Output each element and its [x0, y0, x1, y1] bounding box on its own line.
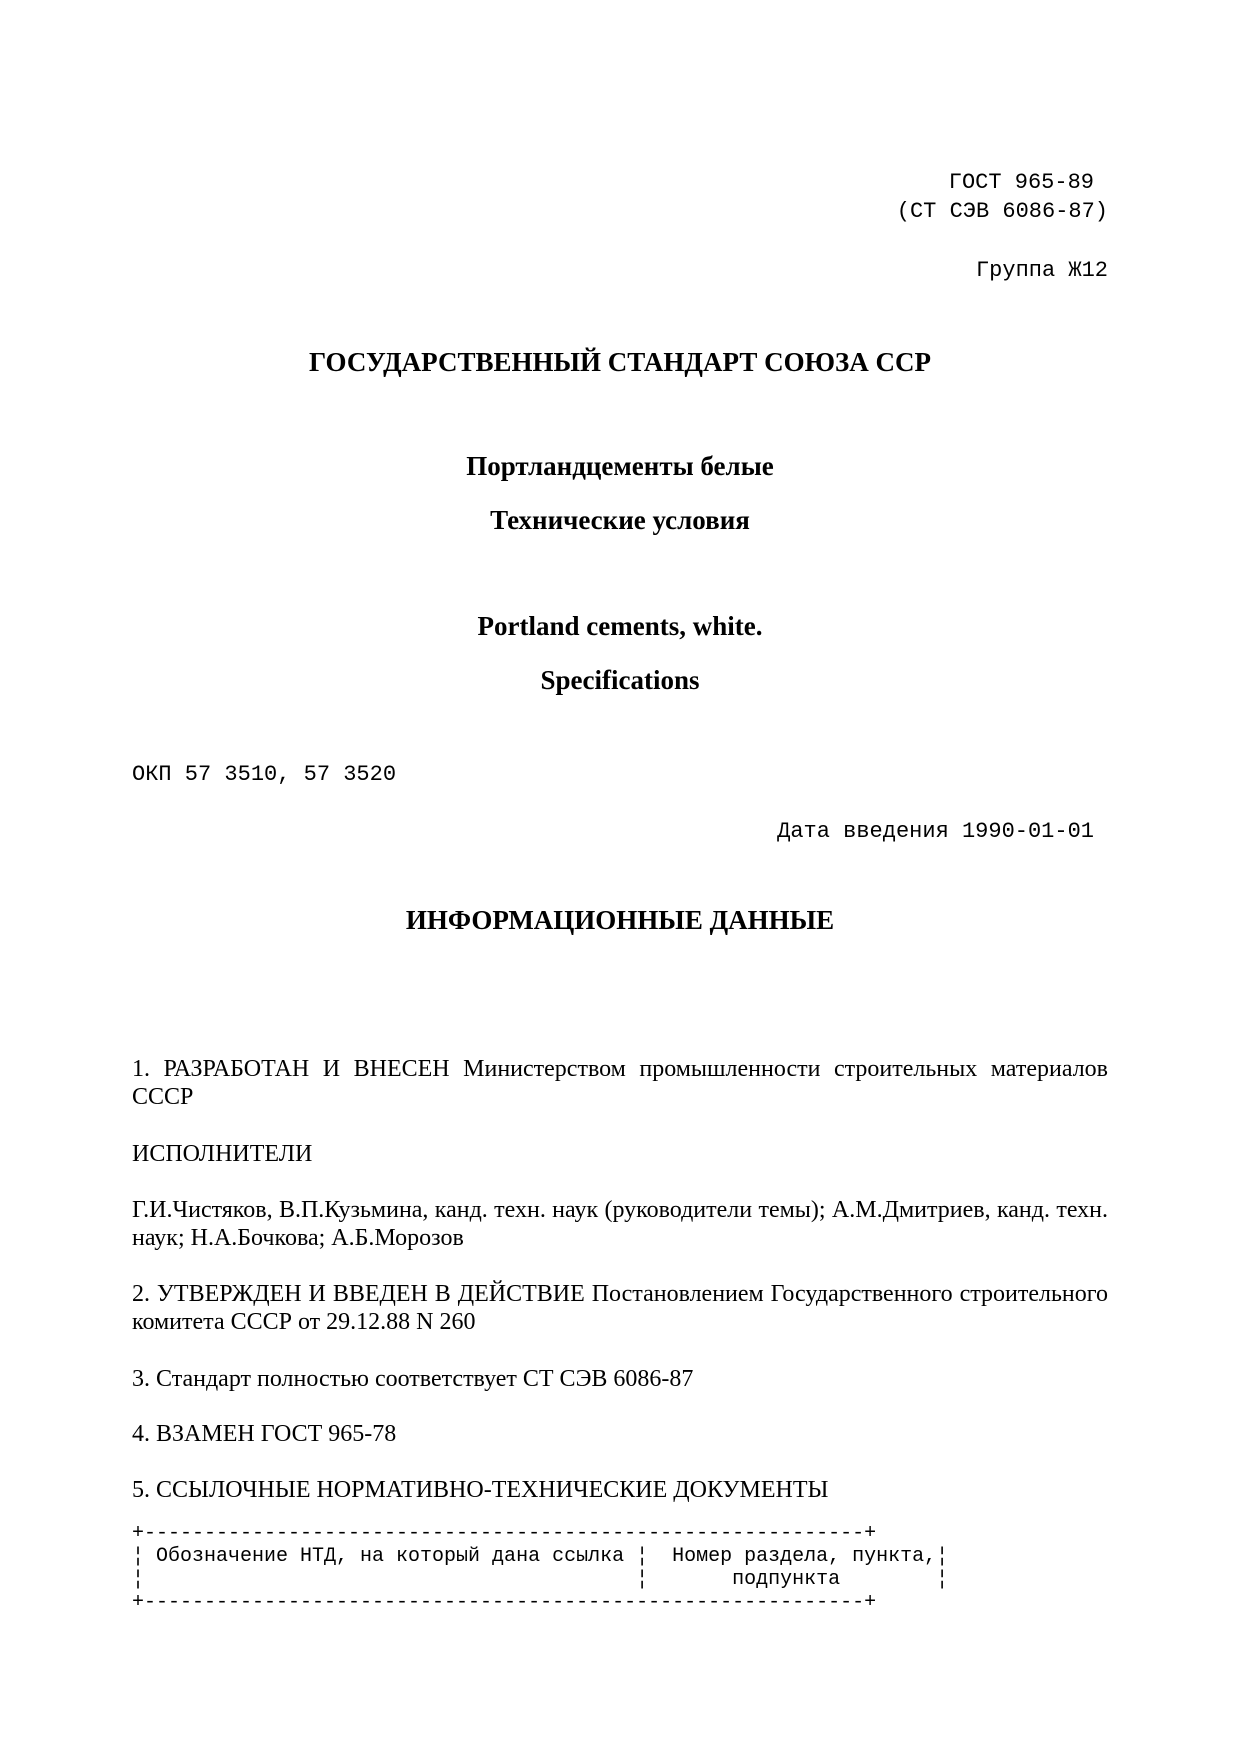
table-header-row-2: ¦ ¦ подпункта ¦: [132, 1568, 949, 1591]
item-3: 3. Стандарт полностью соответствует СТ СЭВ 6086-87: [132, 1366, 694, 1392]
introduction-date: Дата введения 1990-01-01: [777, 819, 1094, 844]
item-5: 5. ССЫЛОЧНЫЕ НОРМАТИВНО-ТЕХНИЧЕСКИЕ ДОКУМЕНТЫ: [132, 1477, 829, 1503]
gost-number: ГОСТ 965-89: [948, 170, 1094, 195]
table-border-bottom: +------------------------------------------------------------+: [132, 1591, 877, 1614]
ru-subtitle: Технические условия: [490, 505, 750, 535]
item-4: 4. ВЗАМЕН ГОСТ 965-78: [132, 1421, 397, 1447]
executors-list: Г.И.Чистяков, В.П.Кузьмина, канд. техн. наук (руководители темы); А.М.Дмитриев, канд. техн. наук; Н.А.Бочкова; А.Б.Морозов: [132, 1197, 1108, 1251]
table-border-top: +------------------------------------------------------------+: [132, 1522, 877, 1545]
en-subtitle: Specifications: [540, 665, 700, 695]
ru-title: Портландцементы белые: [466, 451, 774, 481]
okp-codes: ОКП 57 3510, 57 3520: [132, 762, 397, 787]
main-title: ГОСУДАРСТВЕННЫЙ СТАНДАРТ СОЮЗА ССР: [309, 347, 931, 377]
en-title: Portland cements, white.: [477, 611, 763, 641]
st-sev-number: (СТ СЭВ 6086-87): [896, 199, 1108, 224]
item-1: 1. РАЗРАБОТАН И ВНЕСЕН Министерством промышленности строительных материалов СССР: [132, 1056, 1108, 1110]
item-2: 2. УТВЕРЖДЕН И ВВЕДЕН В ДЕЙСТВИЕ Постановлением Государственного строительного комитета СССР от 29.12.88 N 260: [132, 1281, 1108, 1335]
executors-label: ИСПОЛНИТЕЛИ: [132, 1141, 313, 1167]
group-code: Группа Ж12: [975, 258, 1108, 283]
table-header-row-1: ¦ Обозначение НТД, на который дана ссылка ¦ Номер раздела, пункта,¦: [132, 1545, 949, 1568]
info-heading: ИНФОРМАЦИОННЫЕ ДАННЫЕ: [405, 905, 835, 935]
